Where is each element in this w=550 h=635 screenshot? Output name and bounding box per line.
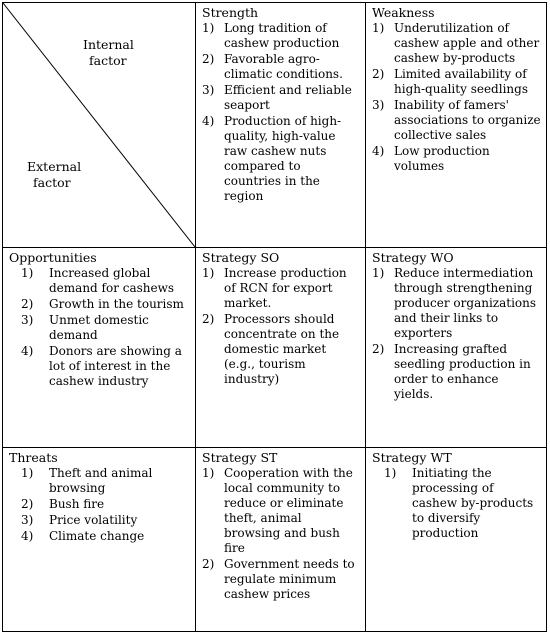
item-number: 1) bbox=[384, 466, 397, 480]
item-number: 1) bbox=[372, 266, 385, 280]
item-number: 1) bbox=[372, 21, 385, 35]
list-item bbox=[9, 266, 189, 296]
item-text: Limited availability of high-quality seedlings bbox=[394, 67, 528, 96]
item-number: 2) bbox=[202, 312, 215, 326]
internal-factor-label bbox=[83, 37, 134, 69]
item-text: Bush fire bbox=[49, 497, 105, 511]
external-factor-label bbox=[27, 159, 81, 191]
strategy-wt-heading: Strategy WT bbox=[372, 450, 452, 465]
item-text: Favorable agro-climatic conditions. bbox=[224, 52, 343, 81]
item-number: 1) bbox=[21, 266, 34, 280]
strategy-wt-cell bbox=[366, 448, 547, 542]
item-number: 2) bbox=[372, 67, 385, 81]
strategy-st-cell bbox=[196, 448, 365, 603]
strategy-wo-heading: Strategy WO bbox=[372, 250, 454, 265]
list-item bbox=[9, 297, 189, 312]
item-text: Efficient and reliable seaport bbox=[224, 83, 352, 112]
item-number: 2) bbox=[21, 297, 34, 311]
list-item bbox=[9, 466, 189, 496]
item-text: Growth in the tourism bbox=[49, 297, 184, 311]
item-number: 2) bbox=[21, 497, 34, 511]
swot-matrix-table bbox=[2, 2, 547, 632]
strength-heading: Strength bbox=[202, 5, 259, 20]
list-item bbox=[372, 21, 541, 66]
item-text: Theft and animal browsing bbox=[49, 466, 153, 495]
item-number: 4) bbox=[202, 114, 215, 128]
strategy-so-heading: Strategy SO bbox=[202, 250, 280, 265]
list-item bbox=[372, 266, 541, 341]
strategy-st-heading: Strategy ST bbox=[202, 450, 278, 465]
list-item bbox=[9, 313, 189, 343]
opportunities-heading: Opportunities bbox=[9, 250, 97, 265]
strength-cell bbox=[196, 3, 365, 205]
list-item bbox=[372, 342, 541, 402]
item-number: 3) bbox=[372, 98, 385, 112]
list-item bbox=[372, 67, 541, 97]
weakness-cell bbox=[366, 3, 547, 175]
list-item bbox=[372, 98, 541, 143]
item-number: 1) bbox=[202, 21, 215, 35]
strategy-wo-cell bbox=[366, 248, 547, 403]
item-number: 4) bbox=[21, 529, 34, 543]
threats-heading: Threats bbox=[9, 450, 58, 465]
list-item bbox=[202, 83, 359, 113]
item-text: Donors are showing a lot of interest in the cashew industry bbox=[49, 344, 182, 388]
list-item bbox=[202, 312, 359, 387]
weakness-heading: Weakness bbox=[372, 5, 435, 20]
internal-factor-line: Internal bbox=[83, 37, 134, 52]
item-number: 3) bbox=[202, 83, 215, 97]
item-number: 2) bbox=[372, 342, 385, 356]
item-text: Processors should concentrate on the domestic market (e.g., tourism industry) bbox=[224, 312, 340, 386]
list-item bbox=[202, 114, 359, 204]
item-text: Unmet domestic demand bbox=[49, 313, 149, 342]
list-item bbox=[202, 466, 359, 556]
list-item bbox=[202, 52, 359, 82]
item-text: Price volatility bbox=[49, 513, 138, 527]
list-item bbox=[202, 266, 359, 311]
item-number: 3) bbox=[21, 313, 34, 327]
item-number: 4) bbox=[372, 144, 385, 158]
item-text: Initiating the processing of cashew by-products to diversify production bbox=[412, 466, 534, 540]
item-number: 1) bbox=[21, 466, 34, 480]
list-item bbox=[9, 513, 189, 528]
item-number: 2) bbox=[202, 52, 215, 66]
threats-cell bbox=[3, 448, 195, 545]
item-text: Underutilization of cashew apple and other cashew by-products bbox=[394, 21, 540, 65]
item-text: Low production volumes bbox=[394, 144, 490, 173]
list-item bbox=[372, 466, 541, 541]
strategy-so-cell bbox=[196, 248, 365, 388]
list-item bbox=[9, 344, 189, 389]
item-number: 1) bbox=[202, 266, 215, 280]
list-item bbox=[202, 557, 359, 602]
item-text: Climate change bbox=[49, 529, 145, 543]
list-item bbox=[202, 21, 359, 51]
list-item bbox=[9, 529, 189, 544]
item-text: Increase production of RCN for export market. bbox=[224, 266, 347, 310]
item-text: Reduce intermediation through strengthening producer organizations and their links to exporters bbox=[394, 266, 537, 340]
item-text: Production of high-quality, high-value raw cashew nuts compared to countries in the region bbox=[224, 114, 342, 203]
list-item bbox=[372, 144, 541, 174]
item-number: 1) bbox=[202, 466, 215, 480]
item-text: Increasing grafted seedling production in order to enhance yields. bbox=[394, 342, 531, 401]
item-text: Inability of famers' associations to organize collective sales bbox=[394, 98, 541, 142]
item-text: Increased global demand for cashews bbox=[49, 266, 175, 295]
item-number: 4) bbox=[21, 344, 34, 358]
item-number: 2) bbox=[202, 557, 215, 571]
item-number: 3) bbox=[21, 513, 34, 527]
external-factor-line: External bbox=[27, 159, 82, 174]
external-factor-line: factor bbox=[33, 175, 71, 190]
internal-factor-line: factor bbox=[89, 53, 127, 68]
item-text: Government needs to regulate minimum cashew prices bbox=[224, 557, 355, 601]
list-item bbox=[9, 497, 189, 512]
opportunities-cell bbox=[3, 248, 195, 390]
item-text: Long tradition of cashew production bbox=[224, 21, 340, 50]
item-text: Cooperation with the local community to reduce or eliminate theft, animal browsing and bush fire bbox=[224, 466, 353, 555]
